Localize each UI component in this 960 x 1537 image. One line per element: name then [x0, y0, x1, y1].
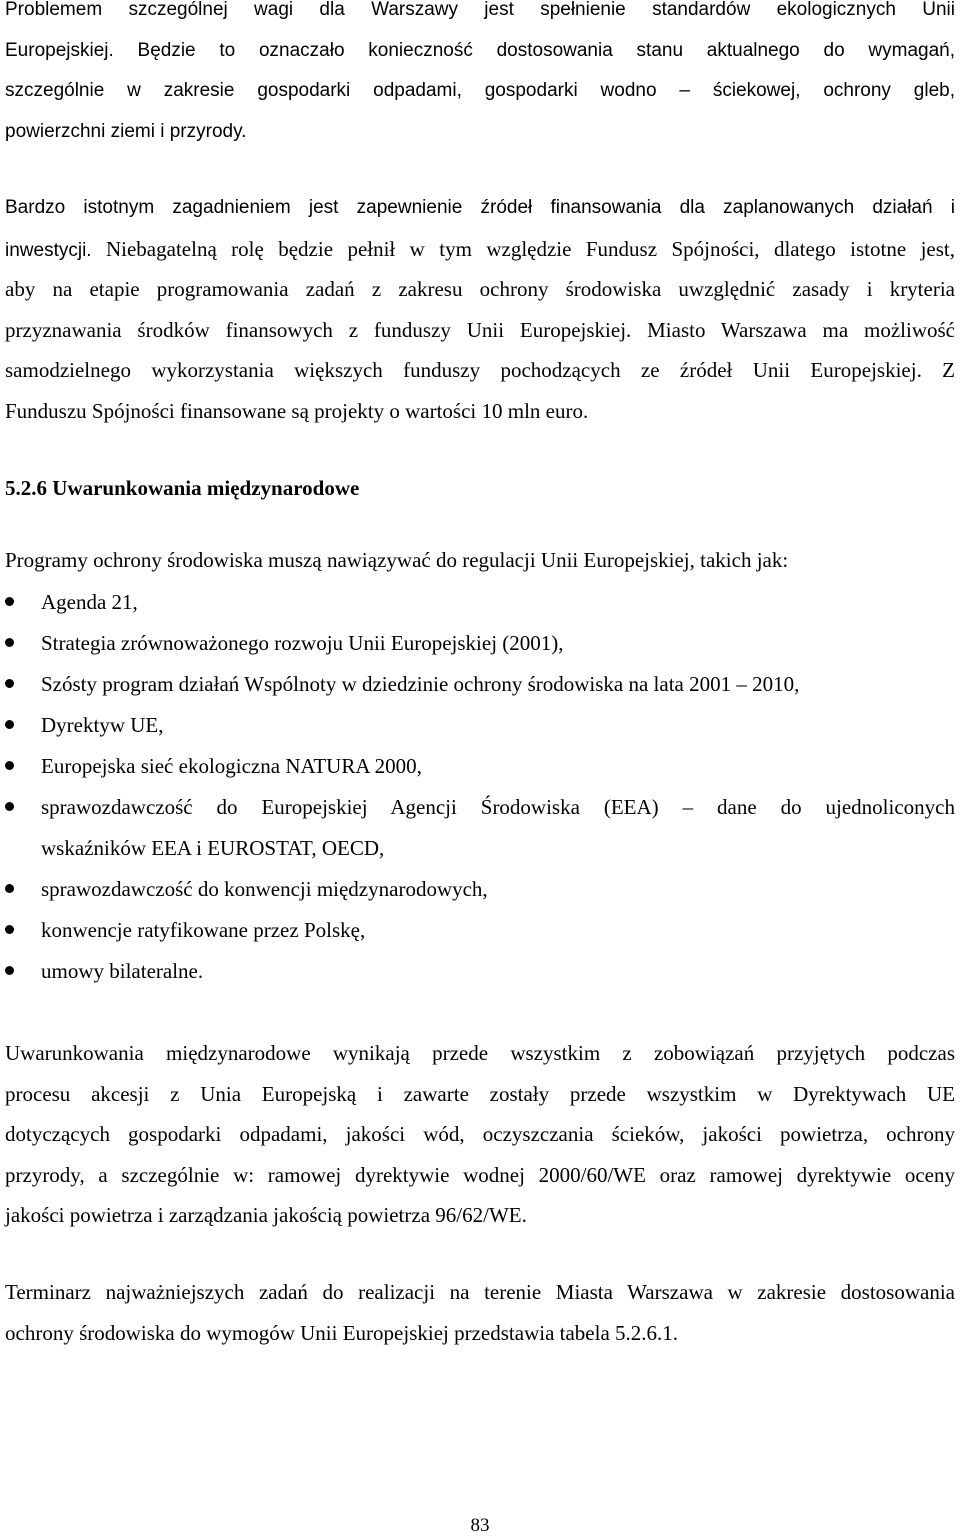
text-line: Europejskiej. Będzie to oznaczało konieczność dostosowania stanu aktualnego do wymagań, [5, 39, 955, 61]
bullet-icon [5, 884, 14, 893]
page-number: 83 [470, 1515, 490, 1536]
text-line: Terminarz najważniejszych zadań do realizacji na terenie Miasta Warszawa w zakresie dostosowania [5, 1280, 955, 1304]
list-item-text: sprawozdawczość do konwencji międzynarodowych, [41, 877, 488, 901]
text-line: ochrony środowiska do wymogów Unii Europejskiej przedstawia tabela 5.2.6.1. [5, 1320, 679, 1345]
text-line: samodzielnego wykorzystania większych funduszy pochodzących ze źródeł Unii Europejskiej. Z [5, 358, 955, 382]
section-intro: Programy ochrony środowiska muszą nawiązywać do regulacji Unii Europejskiej, takich jak: [5, 548, 789, 572]
list-item [5, 623, 955, 664]
section-heading: 5.2.6 Uwarunkowania międzynarodowe [5, 476, 360, 500]
list-item-text-continued: wskaźników EEA i EUROSTAT, OECD, [41, 836, 385, 860]
list-item [5, 582, 955, 623]
text-line: szczególnie w zakresie gospodarki odpadami, gospodarki wodno – ściekowej, ochrony gleb, [5, 80, 955, 101]
list-item [5, 910, 955, 951]
text-fragment-sans: inwestycji. [5, 239, 92, 261]
text-line: powierzchni ziemi i przyrody. [5, 120, 247, 142]
text-line: Uwarunkowania międzynarodowe wynikają przede wszystkim z zobowiązań przyjętych podczas [5, 1041, 955, 1065]
list-item-text: Europejska sieć ekologiczna NATURA 2000, [41, 754, 422, 778]
list-item [5, 951, 955, 992]
list-item-text: konwencje ratyfikowane przez Polskę, [41, 918, 366, 942]
text-line-mixed [5, 229, 955, 270]
list-item-text: umowy bilateralne. [41, 959, 204, 983]
text-line: aby na etapie programowania zadań z zakresu ochrony środowiska uwzględnić zasady i kryteria [5, 277, 955, 301]
text-line: dotyczących gospodarki odpadami, jakości wód, oczyszczania ścieków, jakości powietrza, ochrony [5, 1122, 955, 1146]
text-line: Bardzo istotnym zagadnieniem jest zapewnienie źródeł finansowania dla zaplanowanych działań i [5, 197, 955, 218]
paragraph-financing [5, 188, 955, 431]
paragraph-ecological-standards [5, 0, 955, 152]
list-item-text: Dyrektyw UE, [41, 713, 164, 737]
text-line: Funduszu Spójności finansowane są projekty o wartości 10 mln euro. [5, 398, 589, 423]
list-item [5, 869, 955, 910]
text-fragment-serif: Niebagatelną rolę będzie pełnił w tym względzie Fundusz Spójności, dlatego istotne jest, [91, 236, 955, 261]
regulations-list [5, 582, 955, 992]
bullet-icon [5, 761, 14, 770]
bullet-icon [5, 720, 14, 729]
list-item [5, 664, 955, 705]
list-item [5, 705, 955, 746]
bullet-icon [5, 925, 14, 934]
list-item [5, 746, 955, 787]
paragraph-international-conditions [5, 1033, 955, 1236]
bullet-icon [5, 679, 14, 688]
bullet-icon [5, 638, 14, 647]
text-line: jakości powietrza i zarządzania jakością powietrza 96/62/WE. [5, 1203, 527, 1227]
list-item-text: sprawozdawczość do Europejskiej Agencji Środowiska (EEA) – dane do ujednoliconych [41, 795, 955, 819]
list-item-text: Strategia zrównoważonego rozwoju Unii Europejskiej (2001), [41, 631, 564, 655]
list-item-text: Szósty program działań Wspólnoty w dziedzinie ochrony środowiska na lata 2001 – 2010, [41, 672, 800, 696]
list-item-text: Agenda 21, [41, 590, 138, 614]
text-line: przyrody, a szczególnie w: ramowej dyrektywie wodnej 2000/60/WE oraz ramowej dyrektywie oceny [5, 1162, 955, 1187]
text-line: Problemem szczególnej wagi dla Warszawy jest spełnienie standardów ekologicznych Unii [5, 0, 955, 20]
list-item [5, 787, 955, 869]
bullet-icon [5, 966, 14, 975]
paragraph-schedule [5, 1272, 955, 1353]
text-line: procesu akcesji z Unia Europejską i zawarte zostały przede wszystkim w Dyrektywach UE [5, 1081, 955, 1106]
text-line: przyznawania środków finansowych z funduszy Unii Europejskiej. Miasto Warszawa ma możliwość [5, 317, 955, 342]
bullet-icon [5, 802, 14, 811]
bullet-icon [5, 597, 14, 606]
